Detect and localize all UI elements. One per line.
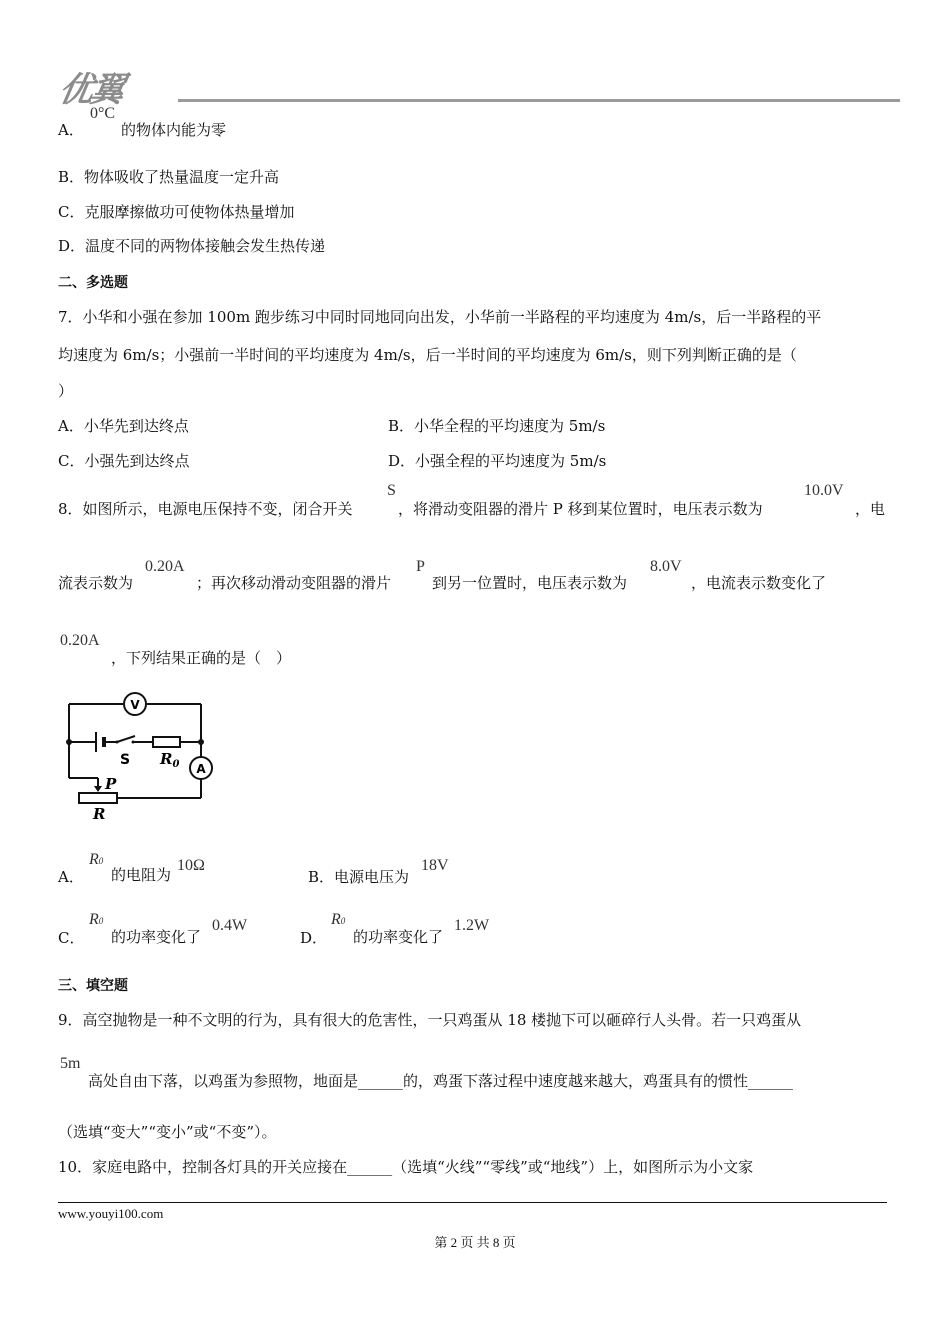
section-title-fill-blank: 三、填空题 xyxy=(58,978,128,994)
rheostat-symbol xyxy=(79,793,117,803)
q8-line1-part1: 8．如图所示，电源电压保持不变，闭合开关 xyxy=(58,500,353,518)
q8-line2-part1: 流表示数为 xyxy=(58,574,134,592)
q6-option-c: C．克服摩擦做功可使物体热量增加 xyxy=(58,203,295,221)
q9-height: 5m xyxy=(60,1055,81,1072)
q8-option-a-value: 10Ω xyxy=(177,857,205,874)
q8-option-d-value: 1.2W xyxy=(454,917,490,934)
ammeter-label: A xyxy=(196,762,206,776)
q8-option-a-label: A． xyxy=(58,868,84,886)
page-number: 第 2 页 共 8 页 xyxy=(434,1235,516,1250)
q8-current-1: 0.20A xyxy=(145,558,185,575)
q8-current-change: 0.20A xyxy=(60,632,100,649)
rheostat-label: R xyxy=(93,805,106,822)
battery-symbol xyxy=(96,732,104,752)
q8-option-c-value: 0.4W xyxy=(212,917,248,934)
q7-line3: ） xyxy=(58,382,74,400)
q9-line1: 9．高空抛物是一种不文明的行为，具有很大的危害性，一只鸡蛋从 18 楼抛下可以砸碎行人头骨。若一只鸡蛋从 xyxy=(58,1011,802,1029)
resistor-r0-symbol xyxy=(153,737,180,747)
q9-line3: （选填“变大”“变小”或“不变”）。 xyxy=(58,1123,277,1141)
q8-line2-part4: ，电流表示数变化了 xyxy=(691,574,827,592)
circuit-diagram xyxy=(60,686,220,822)
q8-slider-symbol: P xyxy=(416,558,425,575)
header-rule xyxy=(178,99,900,102)
q6-option-d: D．温度不同的两物体接触会发生热传递 xyxy=(58,237,326,255)
voltmeter-label: V xyxy=(130,698,140,712)
q8-option-a-text: 的电阻为 xyxy=(111,866,172,884)
q8-voltage-2: 8.0V xyxy=(650,558,682,575)
q8-option-c-text: 的功率变化了 xyxy=(111,928,202,946)
q7-option-a: A．小华先到达终点 xyxy=(58,417,189,435)
q7-line1: 7．小华和小强在参加 100m 跑步练习中同时同地同向出发，小华前一半路程的平均速度为 4m/s，后一半路程的平 xyxy=(58,308,822,326)
q7-option-c: C．小强先到达终点 xyxy=(58,452,190,470)
q10-line1: 10．家庭电路中，控制各灯具的开关应接在______（选填“火线”“零线”或“地线”）上，如图所示为小文家 xyxy=(58,1158,754,1176)
resistor-r0-label: $R_0$ xyxy=(160,750,180,770)
q9-line2: 高处自由下落，以鸡蛋为参照物，地面是______的，鸡蛋下落过程中速度越来越大，鸡蛋具有的惯性______ xyxy=(88,1072,794,1090)
q8-option-d-symbol: R0 xyxy=(331,911,346,928)
q7-option-d: D．小强全程的平均速度为 5m/s xyxy=(388,452,607,470)
q6-option-a-label: A． xyxy=(58,121,84,139)
q8-voltage-1: 10.0V xyxy=(804,482,844,499)
q8-line2-part3: 到另一位置时，电压表示数为 xyxy=(432,574,628,592)
q8-switch-symbol: S xyxy=(387,482,396,499)
q8-option-b-text: B．电源电压为 xyxy=(308,868,410,886)
slider-label: P xyxy=(105,775,117,793)
q8-line1-part2: ，将滑动变阻器的滑片 P 移到某位置时，电压表示数为 xyxy=(398,500,763,518)
q6-option-b: B．物体吸收了热量温度一定升高 xyxy=(58,168,280,186)
footer-url: www.youyi100.com xyxy=(58,1206,164,1221)
q8-option-a-symbol: R0 xyxy=(89,851,104,868)
q8-line1-part3: ，电 xyxy=(855,500,886,518)
q8-line3-text: ，下列结果正确的是（ ） xyxy=(111,649,292,667)
logo: 优翼 xyxy=(55,70,125,110)
q8-line2-part2: ；再次移动滑动变阻器的滑片 xyxy=(196,574,392,592)
switch-symbol xyxy=(116,736,136,744)
q8-option-b-value: 18V xyxy=(421,857,449,874)
section-title-multi-choice: 二、多选题 xyxy=(58,275,128,291)
q8-option-c-label: C． xyxy=(58,929,85,947)
q7-option-b: B．小华全程的平均速度为 5m/s xyxy=(388,417,606,435)
q8-option-c-symbol: R0 xyxy=(89,911,104,928)
slider-arrow-icon xyxy=(94,786,102,792)
switch-label: S xyxy=(120,752,131,768)
q8-option-d-text: 的功率变化了 xyxy=(353,928,444,946)
q6-option-a-text: 的物体内能为零 xyxy=(121,121,227,139)
footer-rule xyxy=(58,1202,887,1203)
q7-line2: 均速度为 6m/s；小强前一半时间的平均速度为 4m/s，后一半时间的平均速度为 6m/s，则下列判断正确的是（ xyxy=(58,346,797,364)
q6-option-a-math: 0°C xyxy=(90,105,116,122)
q8-option-d-label: D． xyxy=(300,929,328,947)
